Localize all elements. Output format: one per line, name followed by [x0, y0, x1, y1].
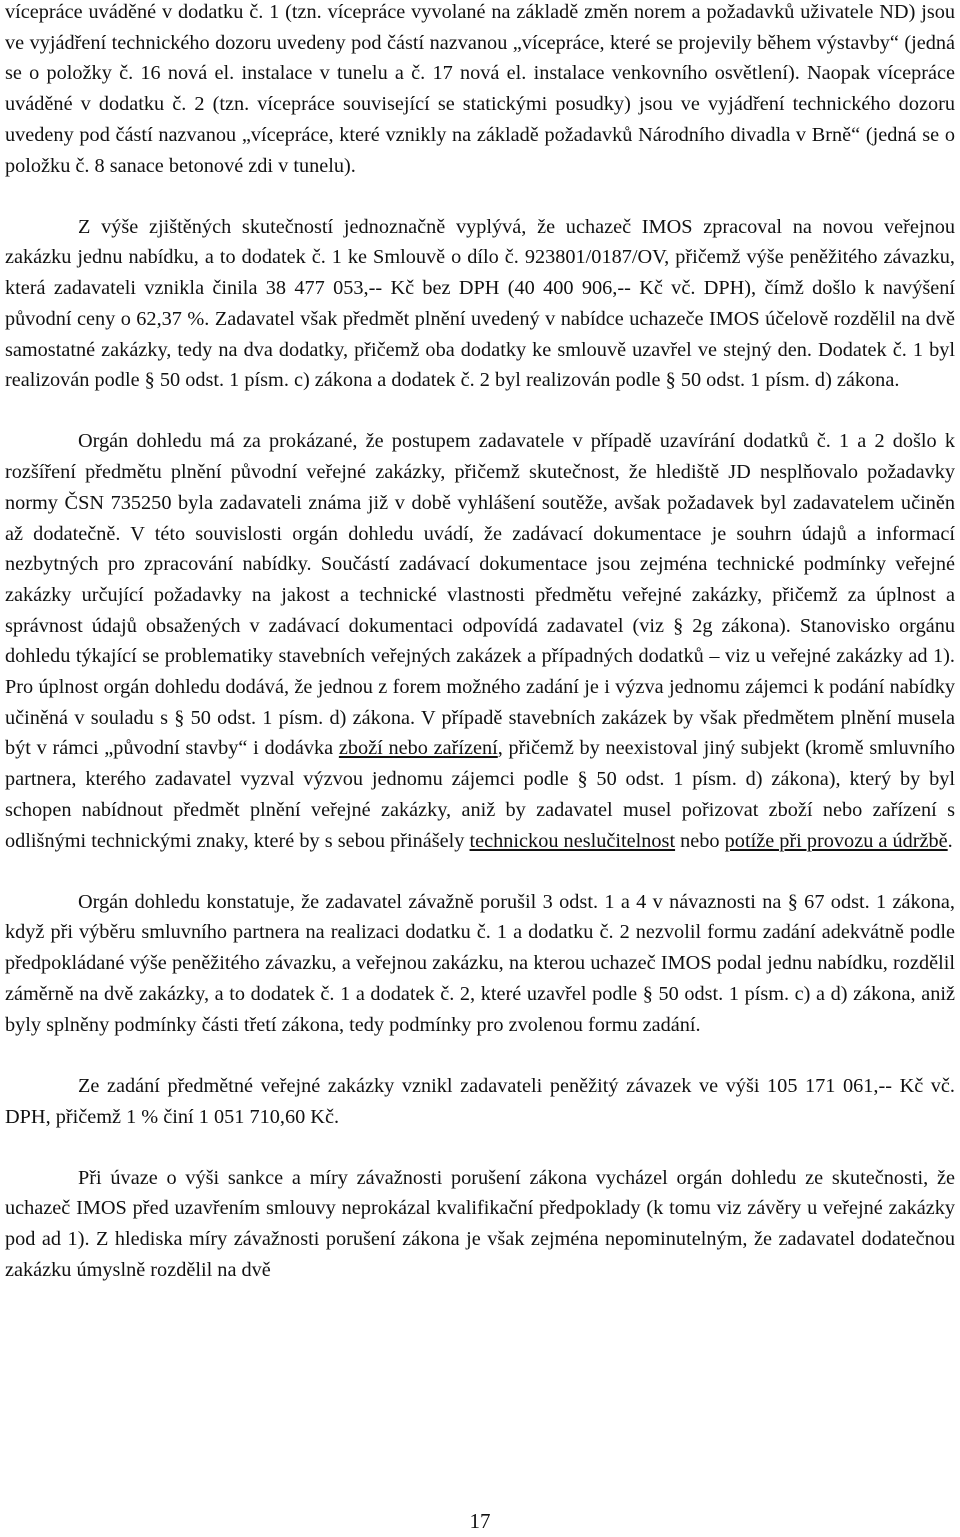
paragraph-text: nebo: [675, 829, 725, 852]
page-number: 17: [469, 1509, 491, 1533]
paragraph-text: .: [947, 829, 953, 852]
underlined-text: zboží nebo zařízení: [338, 737, 498, 760]
paragraph-text: Z výše zjištěných skutečností jednoznačně vyplývá, že uchazeč IMOS zpracoval na novou veřejnou zakázku jednu nabídku, a to dodatek č. 1 ke Smlouvě o dílo č. 923801/0187/OV, přičemž výše peněžitého závazku, která zadavateli vznikla činila 38 477 053,-- Kč bez DPH (40 400 906,-- Kč vč. DPH), čímž došlo k navýšení původní ceny o 62,37 %. Zadavatel však předmět plnění uvedený v nabídce uchazeče IMOS účelově rozdělil na dvě samostatné zakázky, tedy na dva dodatky, přičemž oba dodatky ke smlouvě uzavřel ve stejný den. Dodatek č. 1 byl realizován podle § 50 odst. 1 písm. c) zákona a dodatek č. 2 byl realizován podle § 50 odst. 1 písm. d) zákona.: [5, 215, 955, 392]
paragraph-text: Při úvaze o výši sankce a míry závažnosti porušení zákona vycházel orgán dohledu ze skutečnosti, že uchazeč IMOS před uzavřením smlouvy neprokázal kvalifikační předpoklady (k tomu viz závěry u veřejné zakázky pod ad 1). Z hlediska míry závažnosti porušení zákona je však zejména nepominutelným, že zadavatel dodatečnou zakázku úmyslně rozdělil na dvě: [5, 1166, 955, 1281]
document-body: [5, 0, 955, 1286]
paragraph-text: Orgán dohledu konstatuje, že zadavatel závažně porušil 3 odst. 1 a 4 v návaznosti na § 67 odst. 1 zákona, když při výběru smluvního partnera na realizaci dodatku č. 1 a dodatku č. 2 nezvolil formu zadání adekvátně podle předpokládané výše peněžitého závazku, a veřejnou zakázku, na kterou uchazeč IMOS podal jednu nabídku, rozdělil záměrně na dvě zakázky, a to dodatek č. 1 a dodatek č. 2, které uzavřel podle § 50 odst. 1 písm. c) a d) zákona, aniž byly splněny podmínky části třetí zákona, tedy podmínky pro zvolenou formu zadání.: [5, 890, 955, 1036]
paragraph: [5, 887, 955, 1041]
paragraph: [5, 0, 955, 181]
underlined-text: technickou neslučitelnost: [469, 829, 676, 852]
underlined-text: potíže při provozu a údržbě: [724, 829, 948, 852]
paragraph: [5, 1163, 955, 1286]
paragraph-text: vícepráce uváděné v dodatku č. 1 (tzn. vícepráce vyvolané na základě změn norem a požadavků uživatele ND) jsou ve vyjádření technického dozoru uvedeny pod částí nazvanou „vícepráce, které se projevily během výstavby“ (jedná se o položky č. 16 nová el. instalace v tunelu a č. 17 nová el. instalace venkovního osvětlení). Naopak vícepráce uváděné v dodatku č. 2 (tzn. vícepráce související se statickými posudky) jsou ve vyjádření technického dozoru uvedeny pod částí nazvanou „vícepráce, které vznikly na základě požadavků Národního divadla v Brně“ (jedná se o položku č. 8 sanace betonové zdi v tunelu).: [5, 1, 955, 177]
paragraph: [5, 426, 955, 856]
paragraph: [5, 212, 955, 396]
paragraph-text: Orgán dohledu má za prokázané, že postupem zadavatele v případě uzavírání dodatků č. 1 a 2 došlo k rozšíření předmětu plnění původní veřejné zakázky, přičemž skutečnost, že hlediště JD nesplňovalo požadavky normy ČSN 735250 byla zadavateli známa již v době vyhlášení soutěže, avšak požadavek byl zadavatelem učiněn až dodatečně. V této souvislosti orgán dohledu uvádí, že zadávací dokumentace je souhrn údajů a informací nezbytných pro zpracování nabídky. Součástí zadávací dokumentace jsou zejména technické podmínky veřejné zakázky určující požadavky na jakost a technické vlastnosti předmětu veřejné zakázky, přičemž za úplnost a správnost údajů obsažených v zadávací dokumentaci odpovídá zadavatel (viz § 2g zákona). Stanovisko orgánu dohledu týkající se problematiky stavebních veřejných zakázek a případných dodatků – viz u veřejné zakázky ad 1). Pro úplnost orgán dohledu dodává, že jednou z forem možného zadání je i výzva jednomu zájemci k podání nabídky učiněná v souladu s § 50 odst. 1 písm. d) zákona. V případě stavebních zakázek by však předmětem plnění musela být v rámci „původní stavby“ i dodávka: [5, 430, 955, 760]
paragraph-text: , přičemž by neexistoval jiný subjekt (kromě smluvního partnera, kterého zadavatel vyzval výzvou jednomu zájemci podle § 50 odst. 1 písm. d) zákona), který by byl schopen nabídnout předmět plnění veřejné zakázky, aniž by zadavatel musel pořizovat zboží nebo zařízení s odlišnými technickými znaky, které by s sebou přinášely: [5, 737, 955, 852]
paragraph: [5, 1071, 955, 1132]
paragraph-text: Ze zadání předmětné veřejné zakázky vznikl zadavateli peněžitý závazek ve výši 105 171 061,-- Kč vč. DPH, přičemž 1 % činí 1 051 710,60 Kč.: [5, 1074, 955, 1128]
